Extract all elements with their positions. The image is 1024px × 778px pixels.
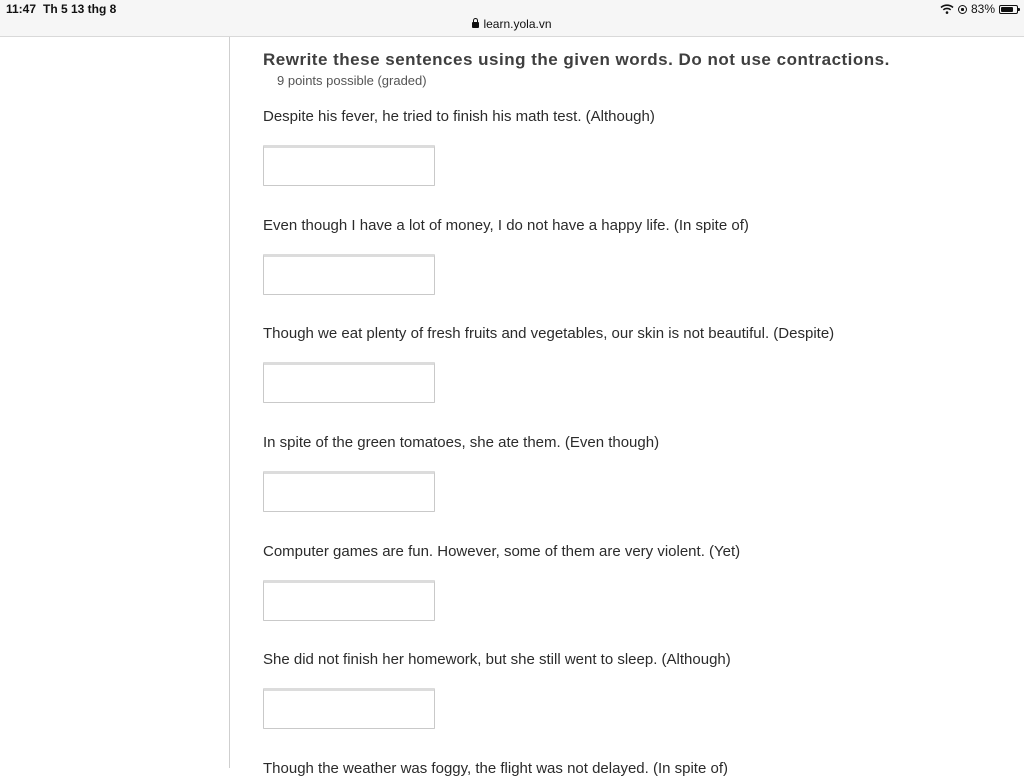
address-bar[interactable] xyxy=(0,17,1024,31)
question-5 xyxy=(263,543,1003,561)
battery-fill xyxy=(1001,7,1013,12)
question-text: She did not finish her homework, but she still went to sleep. (Although) xyxy=(263,651,731,668)
problem-title: Rewrite these sentences using the given words. Do not use contractions. xyxy=(263,50,890,69)
question-text: Computer games are fun. However, some of them are very violent. (Yet) xyxy=(263,543,741,560)
status-indicators xyxy=(940,2,1018,16)
answer-input-4[interactable] xyxy=(263,471,435,512)
quiz-problem xyxy=(263,37,1003,777)
status-date: Th 5 13 thg 8 xyxy=(43,2,117,16)
question-text: Even though I have a lot of money, I do not have a happy life. (In spite of) xyxy=(263,217,749,234)
question-3 xyxy=(263,325,1003,343)
url-text: learn.yola.vn xyxy=(483,17,552,31)
battery-percent: 83% xyxy=(970,2,995,16)
status-bar xyxy=(0,0,1024,37)
question-text: Despite his fever, he tried to finish his math test. (Although) xyxy=(263,108,655,125)
question-text: In spite of the green tomatoes, she ate them. (Even though) xyxy=(263,434,660,451)
answer-input-3[interactable] xyxy=(263,362,435,403)
lock-icon xyxy=(472,22,479,28)
question-4 xyxy=(263,434,1003,452)
question-text: Though the weather was foggy, the flight was not delayed. (In spite of) xyxy=(263,760,728,777)
answer-input-6[interactable] xyxy=(263,688,435,729)
answer-input-1[interactable] xyxy=(263,145,435,186)
question-text: Though we eat plenty of fresh fruits and vegetables, our skin is not beautiful. (Despite) xyxy=(263,325,835,342)
question-7 xyxy=(263,760,1003,778)
wifi-icon xyxy=(940,4,954,14)
column-divider xyxy=(229,37,230,768)
answer-input-5[interactable] xyxy=(263,580,435,621)
answer-input-2[interactable] xyxy=(263,254,435,295)
question-1 xyxy=(263,108,1003,126)
points-possible: 9 points possible (graded) xyxy=(277,73,427,88)
status-time: 11:47 xyxy=(6,2,37,16)
battery-icon xyxy=(999,5,1018,14)
question-2 xyxy=(263,217,1003,235)
rotation-lock-icon xyxy=(958,5,967,14)
question-6 xyxy=(263,651,1003,669)
